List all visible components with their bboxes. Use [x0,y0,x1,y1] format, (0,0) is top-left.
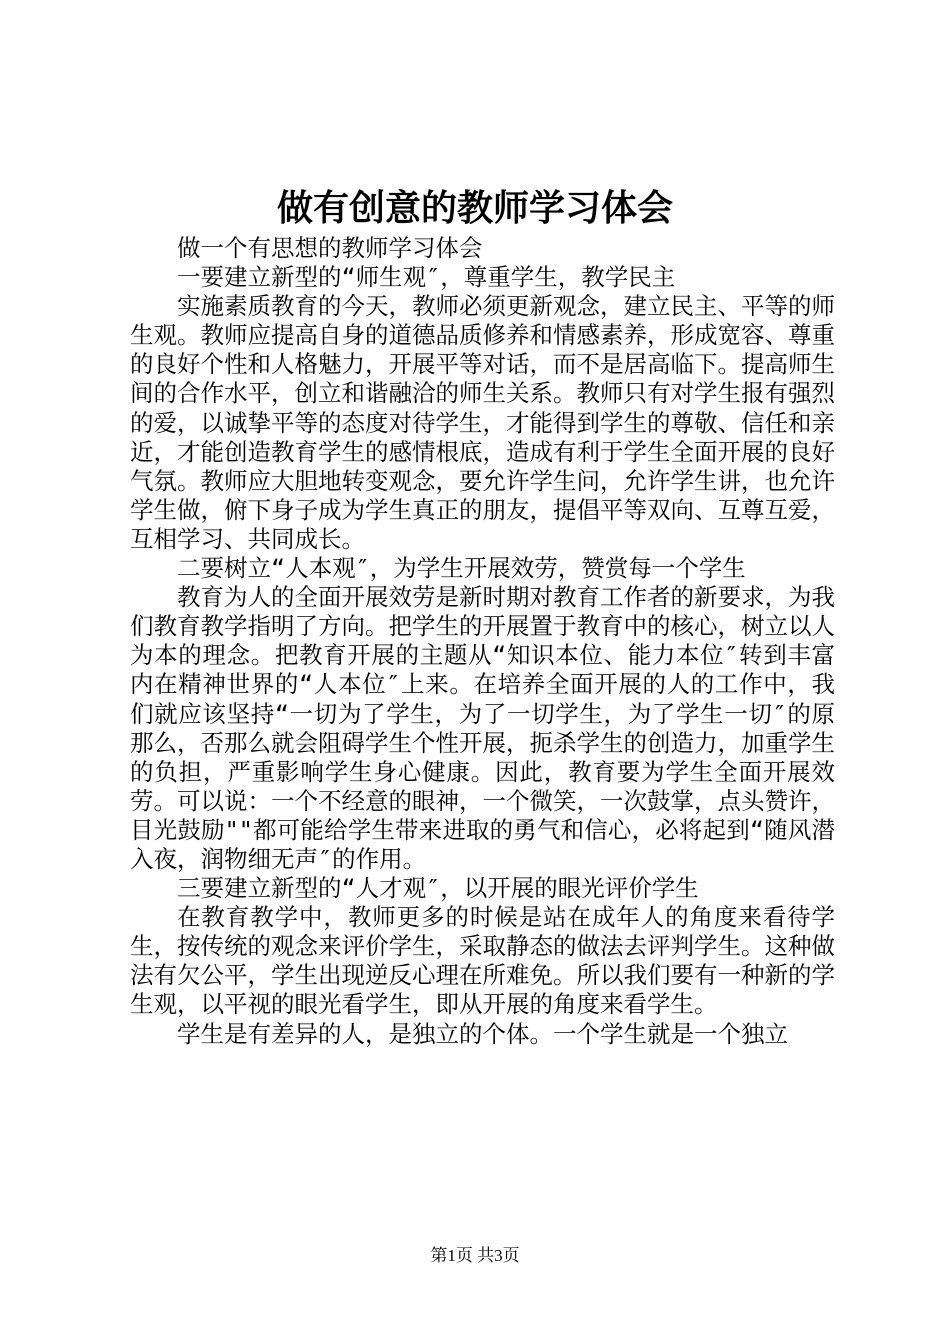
paragraph-subtitle: 做一个有思想的教师学习体会 [177,234,483,262]
section-heading-1: 一要建立新型的“师生观″，尊重学生，教学民主 [177,263,676,292]
paragraph-4: 学生是有差异的人，是独立的个体。一个学生就是一个独立 [177,1019,788,1048]
document-body [130,234,835,1049]
section-heading-3: 三要建立新型的“人才观″，以开展的眼光评价学生 [177,874,699,903]
document-title: 做有创意的教师学习体会 [276,187,673,229]
paragraph-1: 实施素质教育的今天，教师必须更新观念，建立民主、平等的师生观。教师应提高自身的道德品质修养和情感素养，形成宽容、尊重的良好个性和人格魅力，开展平等对话，而不是居高临下。提高师生间的合作水平，创立和谐融洽的师生关系。教师只有对学生报有强烈的爱，以诚挚平等的态度对待学生，才能得到学生的尊敬、信任和亲近，才能创造教育学生的感情根底，造成有利于学生全面开展的良好气氛。教师应大胆地转变观念，要允许学生问，允许学生讲，也允许学生做，俯下身子成为学生真正的朋友，提倡平等双向、互尊互爱，互相学习、共同成长。 [130,292,835,553]
page-number-footer: 第1页 共3页 [430,1246,520,1265]
section-heading-2: 二要树立“人本观″，为学生开展效劳，赞赏每一个学生 [177,554,746,583]
paragraph-3: 在教育教学中，教师更多的时候是站在成年人的角度来看待学生，按传统的观念来评价学生，采取静态的做法去评判学生。这种做法有欠公平，学生出现逆反心理在所难免。所以我们要有一种新的学生观，以平视的眼光看学生，即从开展的角度来看学生。 [130,903,835,1019]
paragraph-2: 教育为人的全面开展效劳是新时期对教育工作者的新要求，为我们教育教学指明了方向。把学生的开展置于教育中的核心，树立以人为本的理念。把教育开展的主题从“知识本位、能力本位″转到丰富内在精神世界的“人本位″上来。在培养全面开展的人的工作中，我们就应该坚持“一切为了学生，为了一切学生，为了学生一切″的原那么，否那么就会阻碍学生个性开展，扼杀学生的创造力，加重学生的负担，严重影响学生身心健康。因此，教育要为学生全面开展效劳。可以说：一个不经意的眼神，一个微笑，一次鼓掌，点头赞许，目光鼓励""都可能给学生带来进取的勇气和信心，必将起到“随风潜入夜，润物细无声″的作用。 [130,583,835,873]
